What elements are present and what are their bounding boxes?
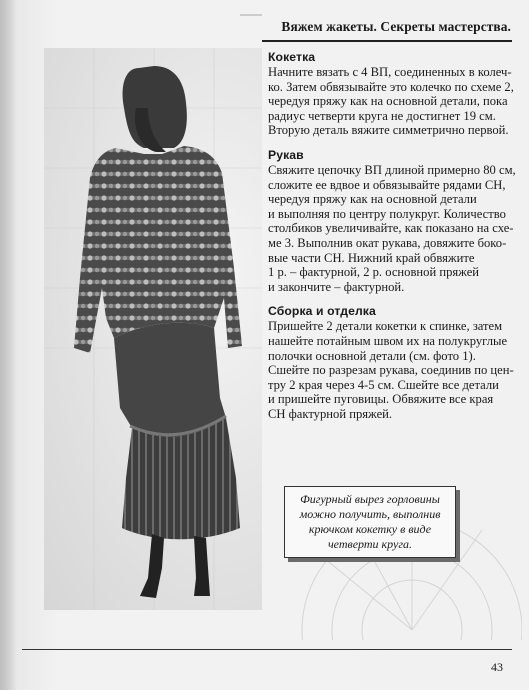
instructions-column bbox=[268, 50, 516, 431]
text-line: 1 р. – фактурной, 2 р. основной пряжей bbox=[268, 265, 480, 280]
running-header: Вяжем жакеты. Секреты мастерства. bbox=[281, 19, 511, 34]
text-line: ко. Затем обвязывайте это колечко по схеме 2, bbox=[268, 79, 514, 94]
callout-line: крючком кокетку в виде bbox=[308, 522, 432, 536]
text-line: и пришейте пуговицы. Обвяжите все края bbox=[268, 392, 494, 407]
text-line: вые части СН. Нижний край обвяжите bbox=[268, 250, 475, 265]
text-line: Сшейте по разрезам рукава, соединив по цен- bbox=[268, 363, 514, 378]
callout-line: можно получить, выполнив bbox=[299, 507, 441, 521]
text-line: и закончите – фактурной. bbox=[268, 279, 405, 294]
text-line: чередуя пряжу как на основной детали bbox=[268, 192, 477, 207]
text-line: СН фактурной пряжей. bbox=[268, 406, 393, 421]
text-line: полочки основной детали (см. фото 1). bbox=[268, 348, 476, 363]
text-line: Пришейте 2 детали кокетки к спинке, затем bbox=[268, 319, 503, 334]
text-line: столбиков увеличивайте, как показано на схе- bbox=[268, 221, 514, 236]
footer-rule bbox=[22, 649, 512, 650]
header-rule bbox=[262, 40, 512, 42]
jacket-photo bbox=[44, 48, 262, 610]
text-line: Вторую деталь вяжите симметрично первой. bbox=[268, 123, 509, 138]
text-line: чередуя пряжу как на основной детали, пока bbox=[268, 94, 508, 109]
callout-line: Фигурный вырез горловины bbox=[300, 492, 440, 506]
text-line: нашейте потайным швом их на полукруглые bbox=[268, 333, 508, 348]
model-illustration bbox=[44, 48, 262, 610]
text-line: тру 2 края через 4-5 см. Сшейте все детали bbox=[268, 377, 499, 392]
text-line: и выполняя по центру полукруг. Количество bbox=[268, 206, 506, 221]
text-line: сложите ее вдвое и обвязывайте рядами СН, bbox=[268, 177, 506, 192]
section-heading: Кокетка bbox=[268, 50, 316, 64]
section-heading: Рукав bbox=[268, 147, 304, 162]
section-heading: Сборка и отделка bbox=[268, 304, 376, 319]
page-number: 43 bbox=[491, 660, 503, 674]
section-assembly bbox=[268, 304, 514, 421]
callout-line: четверти круга. bbox=[327, 537, 413, 551]
text-line: Начните вязать с 4 ВП, соединенных в колеч- bbox=[268, 65, 512, 79]
section-sleeve bbox=[268, 147, 516, 294]
text-line: ме 3. Выполнив окат рукава, довяжите боко- bbox=[268, 235, 507, 250]
text-line: Свяжите цепочку ВП длиной примерно 80 см, bbox=[268, 162, 516, 177]
gutter-shadow bbox=[0, 0, 16, 690]
section-yoke bbox=[268, 50, 514, 138]
text-line: радиус четверти круга не достигнет 19 см. bbox=[268, 108, 496, 123]
tip-callout-box bbox=[284, 486, 456, 558]
top-strip bbox=[240, 14, 262, 16]
